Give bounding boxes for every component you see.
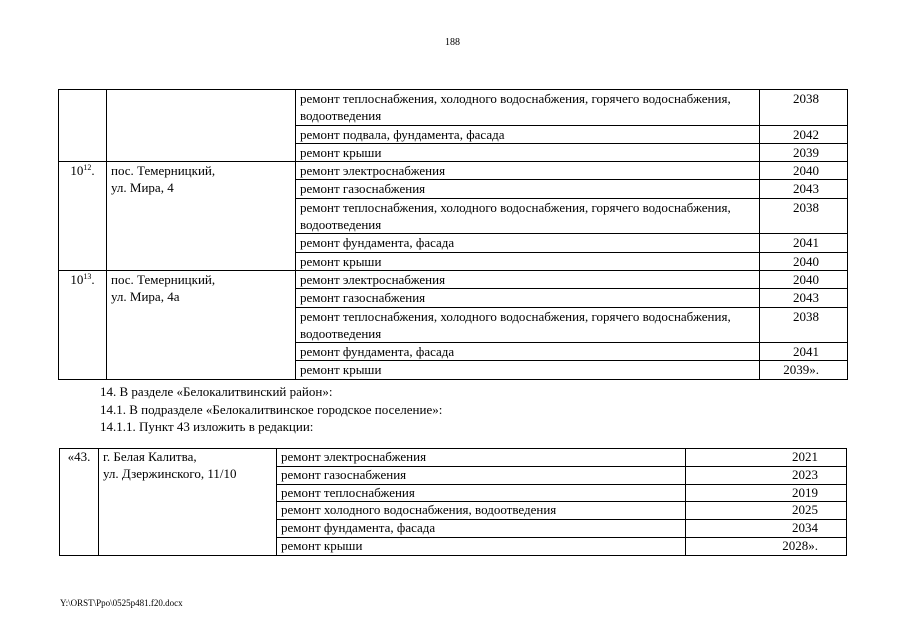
work-type-cell: ремонт газоснабжения	[296, 180, 760, 198]
year-cell: 2040	[760, 162, 848, 180]
address-cell	[107, 90, 296, 162]
year-cell: 2043	[760, 289, 848, 307]
item-number-cell	[59, 90, 107, 162]
amendment-paragraphs	[100, 383, 442, 436]
address-line: ул. Мира, 4	[111, 180, 174, 196]
address-cell	[107, 270, 296, 379]
paragraph: 14. В разделе «Белокалитвинский район»:	[100, 384, 333, 399]
work-type-cell: ремонт фундамента, фасада	[296, 343, 760, 361]
year-cell: 2039».	[760, 361, 848, 379]
year-cell: 2025	[686, 502, 847, 520]
table-row	[59, 270, 848, 288]
item-number: «43.	[67, 449, 91, 464]
item-number-suffix: .	[91, 271, 95, 287]
year-cell: 2039	[760, 143, 848, 161]
item-number-suffix: .	[91, 163, 95, 179]
item-number-cell	[59, 162, 107, 271]
repair-schedule-table	[58, 89, 848, 380]
item-number-superscript: 12	[83, 163, 92, 173]
table-row	[60, 449, 847, 467]
address-line: пос. Темерницкий,	[111, 163, 216, 179]
work-type-cell: ремонт теплоснабжения, холодного водоснабжения, горячего водоснабжения, водоотведения	[296, 90, 760, 126]
paragraph: 14.1. В подразделе «Белокалитвинское городское поселение»:	[100, 401, 443, 417]
work-type-cell: ремонт крыши	[296, 143, 760, 161]
work-type-cell: ремонт крыши	[296, 252, 760, 270]
year-cell: 2023	[686, 466, 847, 484]
work-type-cell: ремонт теплоснабжения	[277, 484, 686, 502]
year-cell: 2040	[760, 270, 848, 288]
item-number: 10	[70, 271, 84, 287]
year-cell: 2038	[760, 198, 848, 234]
work-type-cell: ремонт крыши	[296, 361, 760, 379]
paragraph: 14.1.1. Пункт 43 изложить в редакции:	[100, 419, 314, 434]
file-path-footer: Y:\ORST\Ppo\0525p481.f20.docx	[60, 598, 183, 608]
work-type-cell: ремонт электроснабжения	[296, 270, 760, 288]
item-number-cell	[60, 449, 99, 556]
page-number: 188	[445, 37, 460, 48]
address-cell	[107, 162, 296, 271]
table-row	[59, 90, 848, 126]
year-cell: 2028».	[686, 537, 847, 555]
address-line: пос. Темерницкий,	[111, 271, 216, 287]
work-type-cell: ремонт теплоснабжения, холодного водоснабжения, горячего водоснабжения, водоотведения	[296, 307, 760, 343]
year-cell: 2042	[760, 125, 848, 143]
item-43-table	[59, 448, 847, 556]
work-type-cell: ремонт подвала, фундамента, фасада	[296, 125, 760, 143]
address-cell	[99, 449, 277, 556]
address-line: г. Белая Калитва,	[103, 449, 197, 464]
work-type-cell: ремонт газоснабжения	[277, 466, 686, 484]
year-cell: 2040	[760, 252, 848, 270]
table-row	[59, 162, 848, 180]
address-line: ул. Дзержинского, 11/10	[103, 465, 237, 481]
work-type-cell: ремонт газоснабжения	[296, 289, 760, 307]
year-cell: 2041	[760, 234, 848, 252]
work-type-cell: ремонт электроснабжения	[296, 162, 760, 180]
year-cell: 2041	[760, 343, 848, 361]
year-cell: 2043	[760, 180, 848, 198]
work-type-cell: ремонт теплоснабжения, холодного водоснабжения, горячего водоснабжения, водоотведения	[296, 198, 760, 234]
work-type-cell: ремонт фундамента, фасада	[277, 520, 686, 538]
address-line: ул. Мира, 4а	[111, 289, 180, 305]
work-type-cell: ремонт электроснабжения	[277, 449, 686, 467]
work-type-cell: ремонт фундамента, фасада	[296, 234, 760, 252]
work-type-cell: ремонт холодного водоснабжения, водоотведения	[277, 502, 686, 520]
item-number: 10	[70, 163, 84, 179]
work-type-cell: ремонт крыши	[277, 537, 686, 555]
year-cell: 2034	[686, 520, 847, 538]
item-number-superscript: 13	[83, 271, 92, 281]
year-cell: 2038	[760, 90, 848, 126]
year-cell: 2038	[760, 307, 848, 343]
year-cell: 2021	[686, 449, 847, 467]
item-number-cell	[59, 270, 107, 379]
year-cell: 2019	[686, 484, 847, 502]
